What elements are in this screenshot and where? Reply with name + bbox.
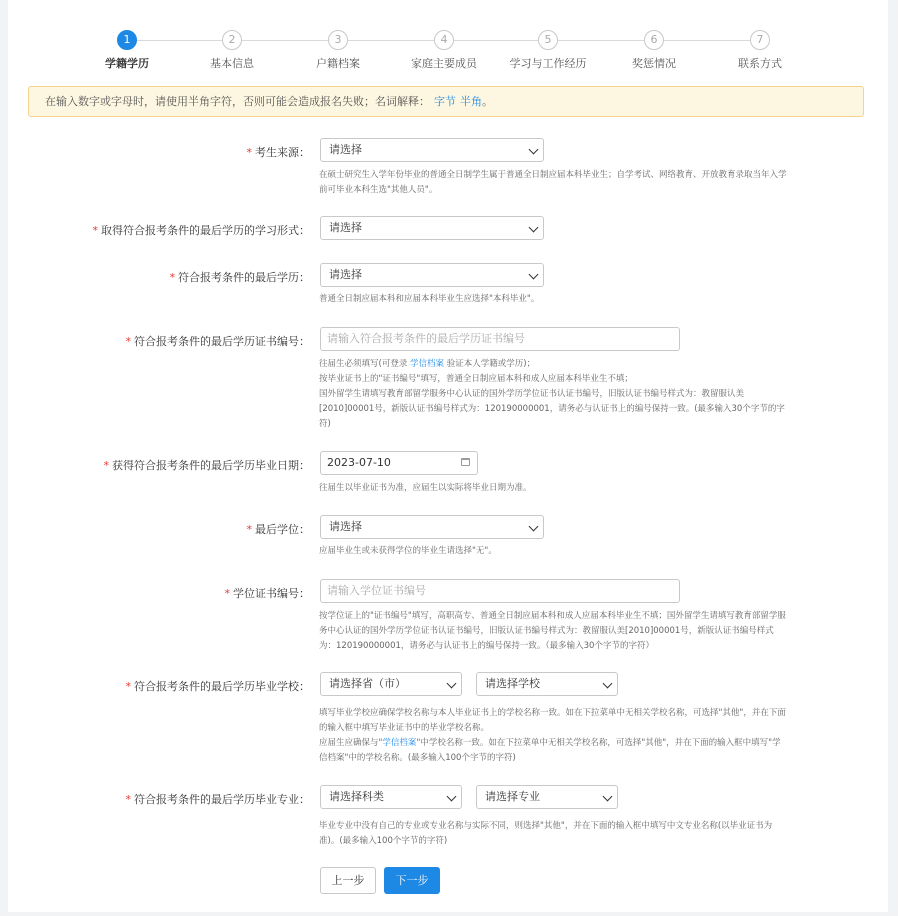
required-mark: * — [224, 587, 230, 600]
prev-step-button[interactable]: 上一步 — [320, 867, 376, 894]
step-number: 1 — [117, 30, 137, 50]
next-step-button[interactable]: 下一步 — [384, 867, 440, 894]
step-label: 联系方式 — [738, 57, 782, 70]
step-number: 2 — [222, 30, 242, 50]
select-value: 请选择 — [329, 221, 362, 234]
help-degree-number: 按学位证上的"证书编号"填写，高职高专、普通全日制应届本科和成人应届本科毕业生不填；国外留学生请填写教育部留学服务中心认证的国外学历学位证书认证书编号，旧版认证书编号样式为：教留服认美[2010]00001号，新版认证书编号样式为：120190000001，请务必与认证书上的编号保持一致。（最多输入30个字节的字符） — [319, 611, 786, 651]
notice-link-half-width[interactable]: 半角 — [460, 95, 482, 108]
required-mark: * — [92, 224, 98, 237]
label-major — [126, 791, 311, 807]
xuexin-link[interactable]: 学信档案 — [410, 359, 445, 369]
label-degree — [247, 521, 311, 537]
school-select[interactable] — [476, 672, 618, 696]
step-label: 基本信息 — [210, 57, 254, 70]
help-education: 普通全日制应届本科和应届本科毕业生应选择"本科毕业"。 — [319, 294, 540, 304]
label-cert-number — [126, 333, 311, 349]
chevron-down-icon — [447, 679, 457, 689]
select-value: 请选择专业 — [485, 790, 540, 803]
cert-number-input[interactable] — [320, 327, 680, 351]
select-value: 请选择学校 — [485, 677, 540, 690]
label-text: 符合报考条件的最后学历毕业学校： — [134, 680, 310, 693]
step-number: 6 — [644, 30, 664, 50]
step-number: 7 — [750, 30, 770, 50]
input-placeholder: 请输入符合报考条件的最后学历证书编号 — [327, 332, 525, 345]
source-select[interactable] — [320, 138, 544, 162]
degree-number-input[interactable] — [320, 579, 680, 603]
help-source: 在硕士研究生入学年份毕业的普通全日制学生属于普通全日制应届本科毕业生；自学考试、网络教育、开放教育录取当年入学前可毕业本科生选"其他人员"。 — [319, 170, 787, 195]
chevron-down-icon — [529, 270, 539, 280]
province-select[interactable] — [320, 672, 462, 696]
select-value: 请选择 — [329, 143, 362, 156]
chevron-down-icon — [529, 522, 539, 532]
step-3[interactable] — [278, 30, 398, 71]
step-2[interactable] — [172, 30, 292, 71]
label-source — [247, 144, 311, 160]
select-value: 请选择省（市） — [329, 677, 406, 690]
label-text: 符合报考条件的最后学历证书编号： — [134, 335, 310, 348]
chevron-down-icon — [529, 145, 539, 155]
select-value: 请选择科类 — [329, 790, 384, 803]
major-select[interactable] — [476, 785, 618, 809]
label-study-form — [93, 222, 311, 238]
step-number: 5 — [538, 30, 558, 50]
chevron-down-icon — [529, 223, 539, 233]
step-number: 3 — [328, 30, 348, 50]
step-label: 学习与工作经历 — [509, 57, 587, 70]
date-value: 2023-07-10 — [327, 456, 391, 469]
required-mark: * — [103, 459, 109, 472]
step-6[interactable] — [594, 30, 714, 71]
label-text: 取得符合报考条件的最后学历的学习形式： — [101, 224, 310, 237]
chevron-down-icon — [603, 792, 613, 802]
calendar-icon — [461, 458, 470, 466]
label-text: 学位证书编号： — [233, 587, 310, 600]
step-label: 奖惩情况 — [632, 57, 676, 70]
label-education — [170, 269, 311, 285]
step-7[interactable] — [700, 30, 820, 71]
notice-link-byte[interactable]: 字节 — [434, 95, 456, 108]
label-text: 考生来源： — [255, 146, 310, 159]
notice-end: 。 — [482, 95, 493, 108]
input-placeholder: 请输入学位证书编号 — [327, 584, 426, 597]
label-grad-date — [104, 457, 311, 473]
study-form-select[interactable] — [320, 216, 544, 240]
step-label: 学籍学历 — [105, 57, 149, 70]
chevron-down-icon — [447, 792, 457, 802]
label-degree-number — [225, 585, 311, 601]
required-mark: * — [125, 793, 131, 806]
degree-select[interactable] — [320, 515, 544, 539]
label-school — [126, 678, 311, 694]
step-1[interactable] — [67, 30, 187, 71]
required-mark: * — [246, 523, 252, 536]
label-text: 符合报考条件的最后学历毕业专业： — [134, 793, 310, 806]
label-text: 符合报考条件的最后学历： — [178, 271, 310, 284]
required-mark: * — [246, 146, 252, 159]
label-text: 最后学位： — [255, 523, 310, 536]
required-mark: * — [125, 680, 131, 693]
step-number: 4 — [434, 30, 454, 50]
required-mark: * — [125, 335, 131, 348]
help-school: 填写毕业学校应确保学校名称与本人毕业证书上的学校名称一致。如在下拉菜单中无相关学校名称，可选择"其他"，并在下面的输入框中填写毕业证书中的毕业学校名称。 应届生应确保与"学信档案"中学校名称一致。如在下拉菜单中无相关学校名称，可选择"其他"，并在下面的输入框中填写"学信档案"中的学校名称。(最多输入100个字节的字符) — [319, 708, 786, 763]
help-grad-date: 往届生以毕业证书为准，应届生以实际将毕业日期为准。 — [319, 483, 532, 493]
help-cert-number: 往届生必须填写(可登录 学信档案 验证本人学籍或学历)； 按毕业证书上的"证书编号"填写，普通全日制应届本科和成人应届本科毕业生不填； 国外留学生请填写教育部留学服务中心认证的国外学历学位证书认证书编号，旧版认证书编号样式为：教留服认美[2010]00001号，新版认证书编号样式为：120190000001，请务必与认证书上的编号保持一致。(最多输入30个字节的字符) — [319, 359, 785, 429]
step-5[interactable] — [488, 30, 608, 71]
half-width-notice — [28, 86, 864, 117]
select-value: 请选择 — [329, 268, 362, 281]
help-degree: 应届毕业生或未获得学位的毕业生请选择"无"。 — [319, 546, 497, 556]
chevron-down-icon — [603, 679, 613, 689]
notice-text: 在输入数字或字母时，请使用半角字符，否则可能会造成报名失败；名词解释： — [45, 95, 430, 108]
category-select[interactable] — [320, 785, 462, 809]
required-mark: * — [169, 271, 175, 284]
step-label: 家庭主要成员 — [411, 57, 477, 70]
help-major: 毕业专业中没有自己的专业或专业名称与实际不同，则选择"其他"，并在下面的输入框中填写中文专业名称(以毕业证书为准)。(最多输入100个字节的字符) — [319, 821, 773, 846]
step-4[interactable] — [384, 30, 504, 71]
education-select[interactable] — [320, 263, 544, 287]
label-text: 获得符合报考条件的最后学历毕业日期： — [112, 459, 310, 472]
select-value: 请选择 — [329, 520, 362, 533]
step-label: 户籍档案 — [316, 57, 360, 70]
step-progress — [0, 0, 898, 80]
grad-date-picker[interactable] — [320, 451, 478, 475]
xuexin-link[interactable]: 学信档案 — [382, 738, 417, 748]
